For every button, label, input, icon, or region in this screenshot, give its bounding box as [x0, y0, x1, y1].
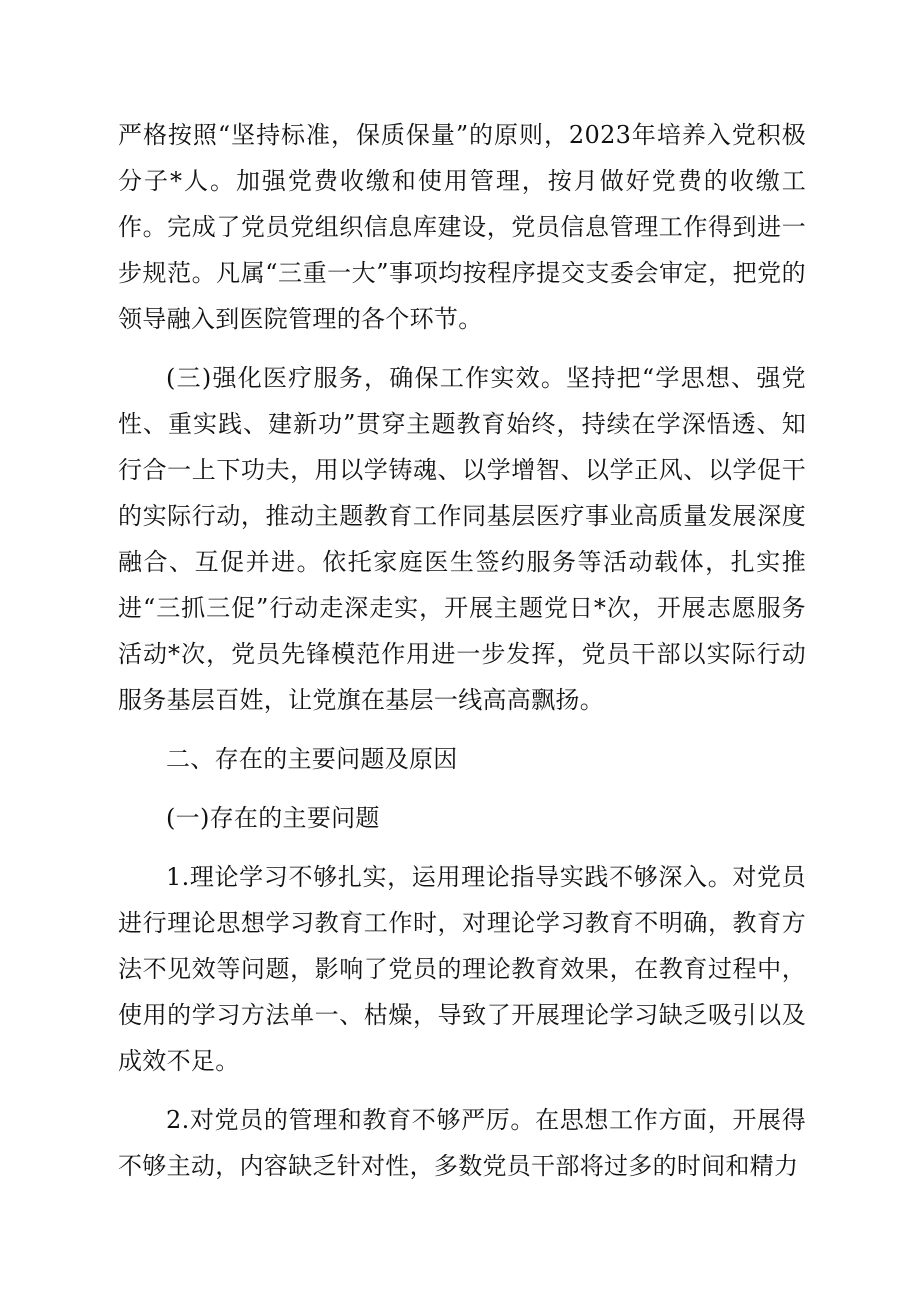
paragraph-party-building: 严格按照“坚持标准，保质保量”的原则，2023年培养入党积极分子*人。加强党费收缴和使用管理，按月做好党费的收缴工作。完成了党员党组织信息库建设，党员信息管理工作得到进一步规范。凡属“三重一大”事项均按程序提交支委会审定，把党的领导融入到医院管理的各个环节。: [118, 121, 806, 333]
paragraph-medical-service: (三)强化医疗服务，确保工作实效。坚持把“学思想、强党性、重实践、建新功”贯穿主题教育始终，持续在学深悟透、知行合一上下功夫，用以学铸魂、以学增智、以学正风、以学促干的实际行动，推动主题教育工作同基层医疗事业高质量发展深度融合、互促并进。依托家庭医生签约服务等活动载体，扎实推进“三抓三促”行动走深走实，开展主题党日*次，开展志愿服务活动*次，党员先锋模范作用进一步发挥，党员干部以实际行动服务基层百姓，让党旗在基层一线高高飘扬。: [118, 364, 806, 714]
paragraph-problem-2: 2.对党员的管理和教育不够严厉。在思想工作方面，开展得不够主动，内容缺乏针对性，多数党员干部将过多的时间和精力: [118, 1106, 806, 1180]
document-body: [118, 112, 806, 1202]
paragraph-problem-1: 1.理论学习不够扎实，运用理论指导实践不够深入。对党员进行理论思想学习教育工作时，对理论学习教育不明确，教育方法不见效等问题，影响了党员的理论教育效果，在教育过程中，使用的学习方法单一、枯燥，导致了开展理论学习缺乏吸引以及成效不足。: [118, 863, 806, 1075]
subsection-heading-main-problems: (一)存在的主要问题: [166, 804, 380, 832]
section-heading-problems: 二、存在的主要问题及原因: [166, 745, 458, 773]
